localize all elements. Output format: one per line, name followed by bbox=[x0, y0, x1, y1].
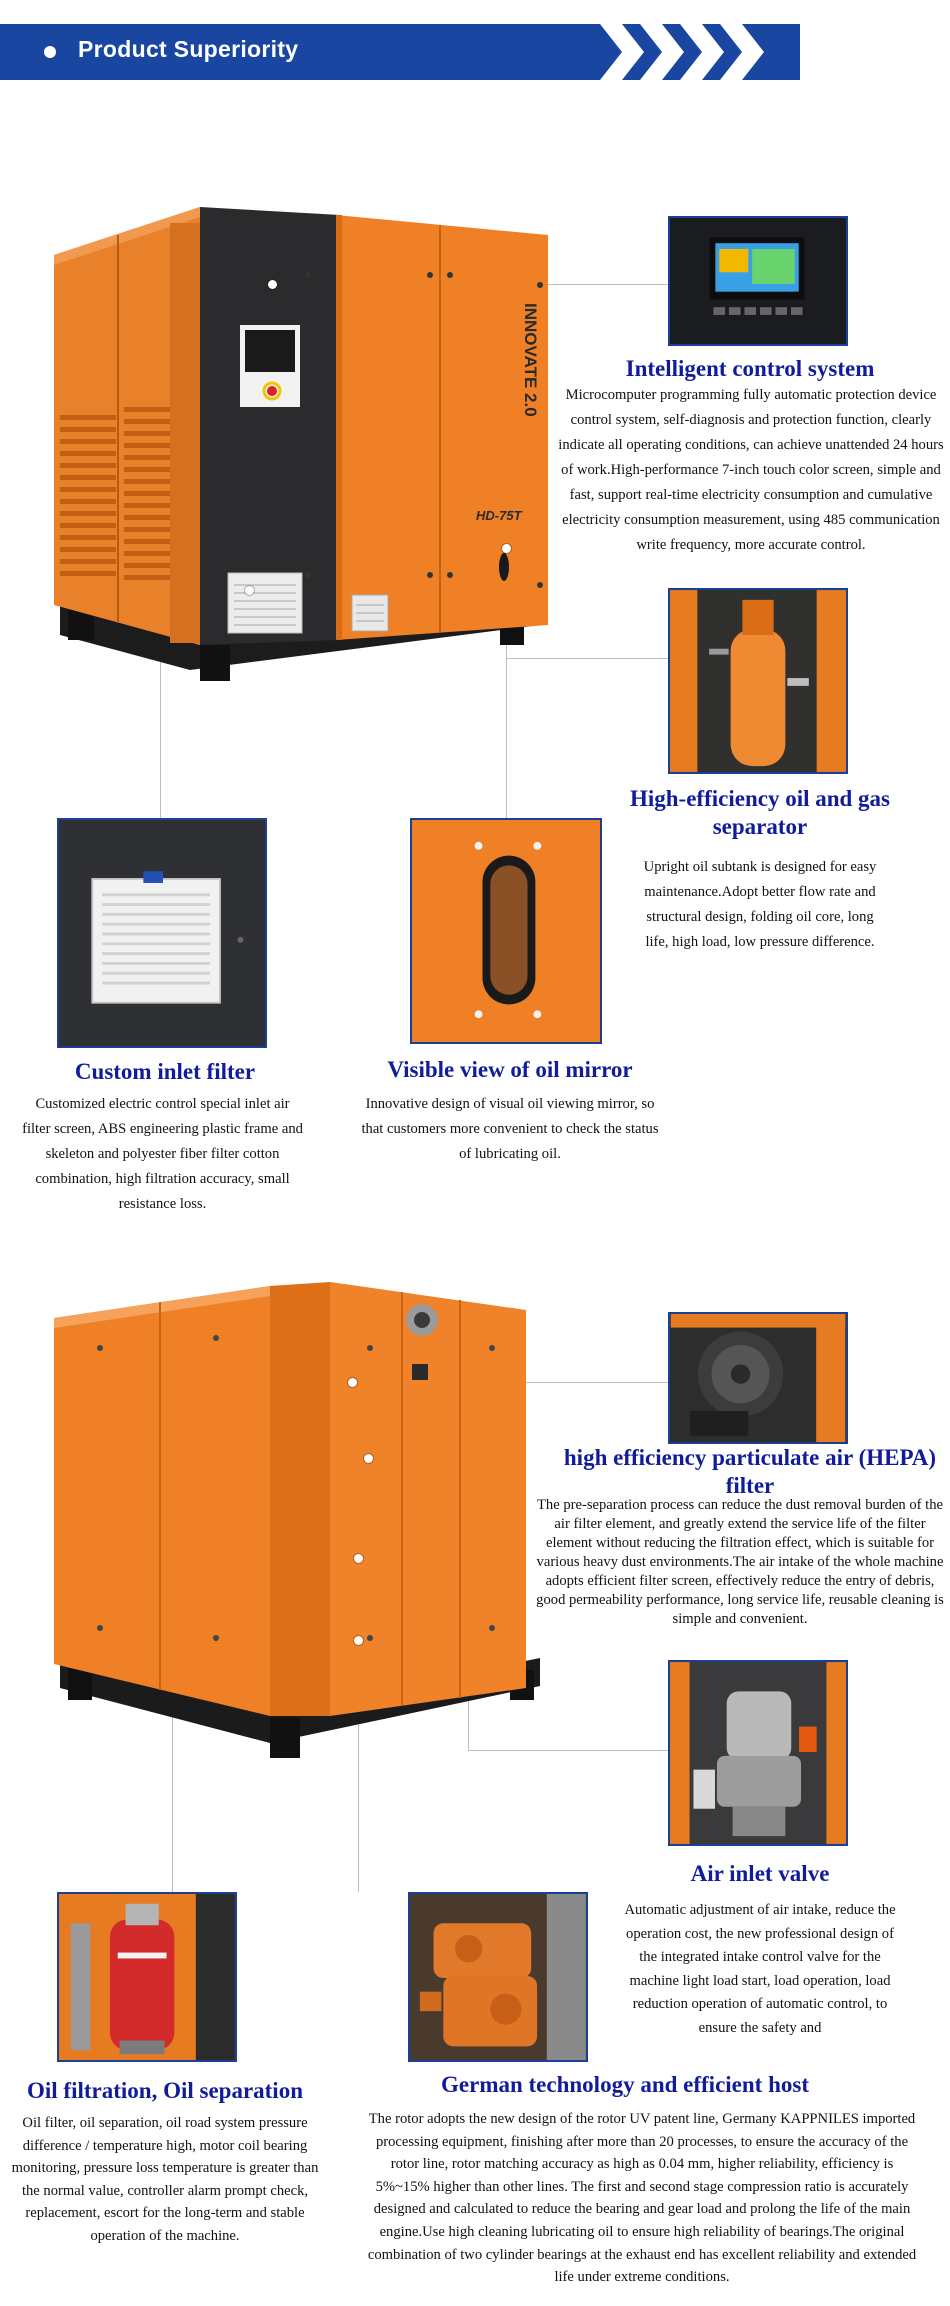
separator-image bbox=[668, 588, 848, 774]
feature-title-inlet-valve: Air inlet valve bbox=[690, 1861, 830, 1886]
feature-title-separator: High-efficiency oil and gas separator bbox=[629, 786, 891, 839]
feature-title-oil-mirror: Visible view of oil mirror bbox=[387, 1057, 633, 1082]
control-panel-image bbox=[668, 216, 848, 346]
feature-text-oil-filtration: Oil filter, oil separation, oil road system pressure difference / temperature high, motor coil bearing monitoring, pressure loss temperature is greater than the normal value, controller alarm prompt check, replacement, escort for the long-term and stable operation of the machine. bbox=[11, 2115, 319, 2244]
air-inlet-valve-image bbox=[668, 1660, 848, 1846]
feature-text-host: The rotor adopts the new design of the rotor UV patent line, Germany KAPPNILES imported processing equipment, finishing after more than 20 processes, to ensure the accuracy of the rotor line, rotor matching accuracy as high as 0.04 mm, higher reliability, efficiency is 5%~15% higher than other lines. The first and second stage compression ratio is accurately designed and calculated to reduce the bearing and gear load and prolong the life of the main engine.Use high cleaning lubricating oil to ensure high reliability of bearings.The original combination of two cylinder bearings at the exhaust end has excellent reliability and extended life under extreme conditions. bbox=[367, 2111, 917, 2286]
hotspot-dot bbox=[354, 1554, 363, 1563]
feature-text-oil-mirror: Innovative design of visual oil viewing mirror, so that customers more convenient to check the status of lubricating oil. bbox=[361, 1096, 659, 1162]
feature-title-oil-filtration: Oil filtration, Oil separation bbox=[27, 2078, 303, 2103]
brand-label: INNOVATE 2.0 bbox=[521, 303, 540, 417]
section-title: Product Superiority bbox=[78, 36, 299, 62]
hotspot-dot bbox=[364, 1454, 373, 1463]
hotspot-dot bbox=[348, 1378, 357, 1387]
feature-text-inlet-valve: Automatic adjustment of air intake, reduce the operation cost, the new professional design of the integrated intake control valve for the machine light load start, load operation, load reduction operation of automatic control, to ensure the safety and bbox=[624, 1902, 896, 2036]
section-header-banner bbox=[0, 24, 950, 80]
hotspot-dot bbox=[268, 280, 277, 289]
hotspot-dot bbox=[245, 586, 254, 595]
hotspot-dot bbox=[354, 1636, 363, 1645]
feature-title-host: German technology and efficient host bbox=[441, 2072, 809, 2097]
oil-filter-image bbox=[57, 1892, 237, 2062]
oil-mirror-image bbox=[410, 818, 602, 1044]
feature-title-control: Intelligent control system bbox=[625, 356, 875, 381]
feature-text-inlet-filter: Customized electric control special inlet air filter screen, ABS engineering plastic frame and skeleton and polyester fiber filter cotton combination, high filtration accuracy, small resistance loss. bbox=[22, 1096, 303, 1212]
feature-text-hepa: The pre-separation process can reduce the dust removal burden of the air filter element, and greatly extend the service life of the filter element without reducing the filtration effect, which is suitable for various heavy dust environments.The air intake of the whole machine adopts efficient filter screen, effectively reduce the entry of debris, good permeability performance, long service life, reusable cleaning is simple and convenient. bbox=[536, 1497, 944, 1627]
feature-title-inlet-filter: Custom inlet filter bbox=[74, 1059, 256, 1084]
hotspot-dot bbox=[502, 544, 511, 553]
feature-title-hepa: high efficiency particulate air (HEPA) filter bbox=[563, 1445, 937, 1498]
bullet-icon bbox=[44, 46, 56, 58]
rotor-host-image bbox=[408, 1892, 588, 2062]
compressor-machine-front bbox=[40, 195, 560, 705]
feature-text-separator: Upright oil subtank is designed for easy maintenance.Adopt better flow rate and structural design, folding oil core, long life, high load, low pressure difference. bbox=[643, 859, 877, 950]
compressor-machine-rear bbox=[40, 1268, 550, 1788]
feature-text-control: Microcomputer programming fully automatic protection device control system, self-diagnosis and protection function, clearly indicate all operating conditions, can achieve unattended 24 hours of work.High-performance 7-inch touch color screen, simple and fast, support real-time electricity consumption and cumulative electricity consumption measurement, using 485 communication write frequency, more accurate control. bbox=[558, 387, 944, 553]
model-label: HD-75T bbox=[476, 508, 522, 523]
chevron-decoration-icon bbox=[600, 24, 950, 80]
inlet-filter-image bbox=[57, 818, 267, 1048]
hepa-filter-image bbox=[668, 1312, 848, 1444]
